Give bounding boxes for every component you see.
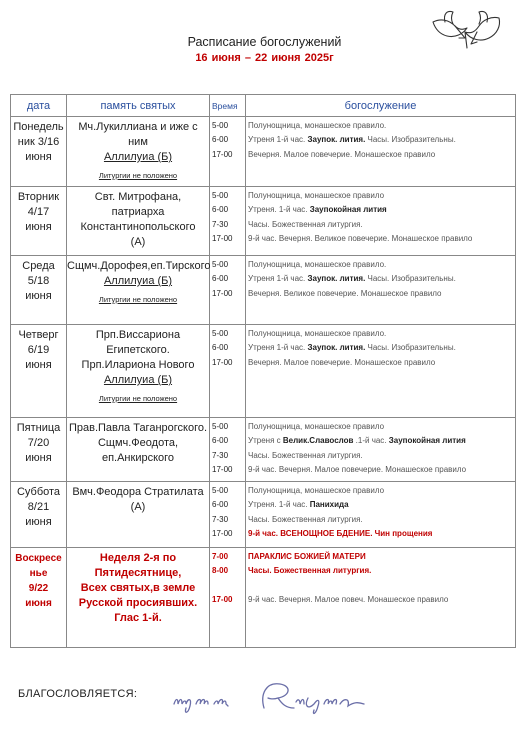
memory-cell [67, 548, 210, 648]
day-line: 9/22 [28, 583, 49, 594]
service-text: Часы. Божественная литургия. [248, 514, 363, 524]
time-entry: 6-00 [212, 500, 229, 510]
memory-line: Константинопольского [80, 221, 196, 233]
time-entry: 17-00 [212, 149, 233, 159]
day-line: июня [25, 221, 52, 233]
memory-line: Вмч.Феодора Стратилата [72, 486, 204, 498]
time-entry: 6-00 [212, 274, 229, 284]
service-text: Утреня. 1-й час. [248, 500, 310, 510]
time-cell [210, 117, 246, 187]
service-line [248, 341, 515, 355]
day-line: Суббота [16, 486, 61, 498]
memory-line: Прп.Виссариона [95, 329, 181, 341]
time-cell [210, 187, 246, 256]
service-line [248, 133, 515, 147]
day-line: Среда [22, 260, 55, 272]
time-entry: 7-30 [212, 450, 229, 460]
day-cell [11, 325, 67, 418]
service-line [248, 513, 515, 527]
day-cell [11, 117, 67, 187]
day-cell [11, 482, 67, 548]
service-text: Вечерня. Великое повечерие. Монашеское правило [248, 288, 442, 298]
service-text: 9-й час. Вечерня. Малое повеч. Монашеское правило [248, 594, 449, 604]
day-line: Вторник [17, 191, 60, 203]
service-text: Полунощница, монашеское правило [248, 422, 385, 431]
service-text: Утреня. 1-й час. [248, 205, 310, 215]
service-line [248, 218, 515, 232]
time-entry: 7-30 [212, 219, 229, 229]
col-header-service: богослужение [246, 95, 516, 117]
time-cell [210, 256, 246, 325]
service-text: Полунощница, монашеское правило [248, 191, 385, 200]
time-entry: 5-00 [212, 329, 229, 338]
service-highlight: Заупокойная лития [309, 205, 387, 215]
service-text: .1-й час. [353, 436, 389, 446]
service-line [248, 272, 515, 286]
service-line [248, 327, 515, 341]
service-text: Утреня 1-й час. [248, 274, 308, 284]
time-entry: 5-00 [212, 121, 229, 130]
memory-line: Свт. Митрофана, патриарха [94, 191, 182, 218]
service-line [248, 498, 515, 512]
service-line [248, 484, 515, 498]
service-line [248, 593, 515, 607]
memory-line: Всех святых,в земле [80, 582, 196, 594]
service-text: Часы. Изобразительны. [365, 274, 456, 284]
service-line [248, 287, 515, 301]
alleluia-text: Аллилуиа (Б) [103, 275, 173, 287]
service-feast: 9-й час. ВСЕНОЩНОЕ БДЕНИЕ. Чин прощения [248, 528, 433, 538]
time-entry: 5-00 [212, 191, 229, 200]
signature-image [168, 678, 388, 718]
day-line: 8/21 [27, 501, 50, 513]
service-highlight: Заупокойная лития [388, 436, 466, 446]
day-line: июня [25, 290, 52, 302]
table-header-row [11, 95, 516, 117]
time-entry: 5-00 [212, 422, 229, 431]
doves-icon [425, 8, 507, 52]
time-entry [212, 579, 245, 593]
service-text: Полунощница, монашеское правило [248, 486, 385, 495]
time-entry: 17-00 [212, 357, 233, 367]
table-row [11, 117, 516, 187]
memory-line: Сщмч.Дорофея,еп.Тирского [67, 260, 211, 272]
service-text: Утреня 1-й час. [248, 343, 308, 353]
time-entry: 6-00 [212, 343, 229, 353]
time-entry: 17-00 [212, 233, 233, 243]
memory-cell [67, 418, 210, 482]
time-entry: 5-00 [212, 260, 229, 269]
day-cell [11, 548, 67, 648]
service-text: Часы. Божественная литургия. [248, 450, 363, 460]
time-cell [210, 325, 246, 418]
service-cell [246, 482, 516, 548]
service-text: Часы. Изобразительны. [365, 135, 456, 145]
memory-line: Прп.Илариона Нового [81, 359, 195, 371]
service-line [248, 189, 515, 203]
service-text: Часы. Божественная литургия. [248, 219, 363, 229]
service-text: Часы. Изобразительны. [365, 343, 456, 353]
time-entry: 6-00 [212, 205, 229, 215]
day-line: июня [25, 516, 52, 528]
service-highlight: Заупок. лития. [307, 135, 366, 145]
service-text: Вечерня. Малое повечерие. Монашеское правило [248, 357, 436, 367]
service-cell [246, 187, 516, 256]
day-line: Понедель [13, 121, 64, 133]
time-entry: 8-00 [212, 566, 229, 576]
table-row [11, 187, 516, 256]
day-line: Воскресе [15, 553, 62, 564]
time-cell [210, 548, 246, 648]
day-line: Пятница [16, 422, 61, 434]
service-line [248, 148, 515, 162]
time-entry: 6-00 [212, 436, 229, 446]
service-line [248, 258, 515, 272]
service-highlight: Панихида [309, 500, 349, 510]
service-highlight: Заупок. лития. [307, 274, 366, 284]
col-header-memory: память святых [67, 95, 210, 117]
table-row [11, 548, 516, 648]
service-cell [246, 548, 516, 648]
service-text: Полунощница, монашеское правило. [248, 121, 387, 130]
memory-line: еп.Анкирского [101, 452, 175, 464]
day-line: 4/17 [27, 206, 50, 218]
memory-cell [67, 117, 210, 187]
table-row [11, 325, 516, 418]
service-line [248, 203, 515, 217]
day-line: 5/18 [27, 275, 50, 287]
schedule-table [10, 94, 516, 648]
memory-line: Сщмч.Феодота, [97, 437, 179, 449]
day-cell [11, 187, 67, 256]
liturgy-note: Литургии не положено [98, 295, 178, 304]
memory-line: Пятидесятнице, [94, 567, 182, 579]
service-cell [246, 256, 516, 325]
service-line [248, 579, 515, 593]
schedule-rows [11, 117, 516, 648]
service-cell [246, 418, 516, 482]
service-text: Полунощница, монашеское правило. [248, 260, 387, 269]
day-line: июня [25, 359, 52, 371]
memory-line: (А) [130, 236, 146, 248]
table-row [11, 256, 516, 325]
service-line [248, 232, 515, 246]
service-line [248, 356, 515, 370]
day-line: 6/19 [27, 344, 50, 356]
time-cell [210, 418, 246, 482]
service-line [248, 119, 515, 133]
service-text: 9-й час. Вечерня. Великое повечерие. Монашеское правило [248, 233, 473, 243]
service-line [248, 550, 515, 564]
time-entry: 6-00 [212, 135, 229, 145]
service-feast: ПАРАКЛИС БОЖИЕЙ МАТЕРИ [248, 552, 366, 561]
day-line: Четверг [18, 329, 59, 341]
liturgy-note: Литургии не положено [98, 171, 178, 180]
memory-line: Глас 1-й. [114, 612, 162, 624]
day-line: нье [29, 568, 48, 579]
memory-line: Мч.Лукиллиана и иже с ним [78, 121, 198, 148]
service-line [248, 434, 515, 448]
memory-line: Русской просиявших. [78, 597, 198, 609]
day-line: июня [25, 151, 52, 163]
time-cell [210, 482, 246, 548]
day-line: 7/20 [27, 437, 50, 449]
service-text: Утреня с [248, 436, 283, 446]
time-entry: 7-00 [212, 552, 229, 561]
memory-line: Египетского. [106, 344, 170, 356]
schedule-dates: 16 июня – 22 июня 2025г [195, 52, 334, 64]
service-line [248, 527, 515, 541]
blessing-label: БЛАГОСЛОВЛЯЕТСЯ: [18, 688, 138, 700]
memory-line: Неделя 2-я по [99, 552, 177, 564]
service-line [248, 564, 515, 578]
alleluia-text: Аллилуиа (Б) [103, 151, 173, 163]
memory-cell [67, 256, 210, 325]
alleluia-text: Аллилуиа (Б) [103, 374, 173, 386]
time-entry: 17-00 [212, 594, 233, 604]
service-text: 9-й час. Вечерня. Малое повечерие. Монашеское правило [248, 464, 467, 474]
service-line [248, 449, 515, 463]
time-entry: 17-00 [212, 464, 233, 474]
service-text: Полунощница, монашеское правило. [248, 329, 387, 338]
memory-cell [67, 325, 210, 418]
service-line [248, 420, 515, 434]
service-highlight: Велик.Славослов [282, 436, 354, 446]
table-row [11, 482, 516, 548]
service-cell [246, 117, 516, 187]
time-entry: 5-00 [212, 486, 229, 495]
service-cell [246, 325, 516, 418]
day-line: июня [25, 598, 52, 609]
service-line [248, 463, 515, 477]
time-entry: 7-30 [212, 514, 229, 524]
time-entry: 17-00 [212, 528, 233, 538]
day-cell [11, 418, 67, 482]
service-highlight: Заупок. лития. [307, 343, 366, 353]
table-row [11, 418, 516, 482]
service-text: Вечерня. Малое повечерие. Монашеское правило [248, 149, 436, 159]
liturgy-note: Литургии не положено [98, 394, 178, 403]
memory-cell [67, 187, 210, 256]
memory-cell [67, 482, 210, 548]
service-feast: Часы. Божественная литургия. [248, 566, 372, 576]
service-text: Утреня 1-й час. [248, 135, 308, 145]
col-header-date: дата [11, 95, 67, 117]
memory-line: Прав.Павла Таганрогского. [68, 422, 208, 434]
time-entry: 17-00 [212, 288, 233, 298]
day-line: ник 3/16 [17, 136, 60, 148]
schedule-title: Расписание богослужений [187, 35, 342, 49]
memory-line: (А) [130, 501, 146, 513]
day-line: июня [25, 452, 52, 464]
col-header-time: Время [210, 95, 246, 117]
day-cell [11, 256, 67, 325]
